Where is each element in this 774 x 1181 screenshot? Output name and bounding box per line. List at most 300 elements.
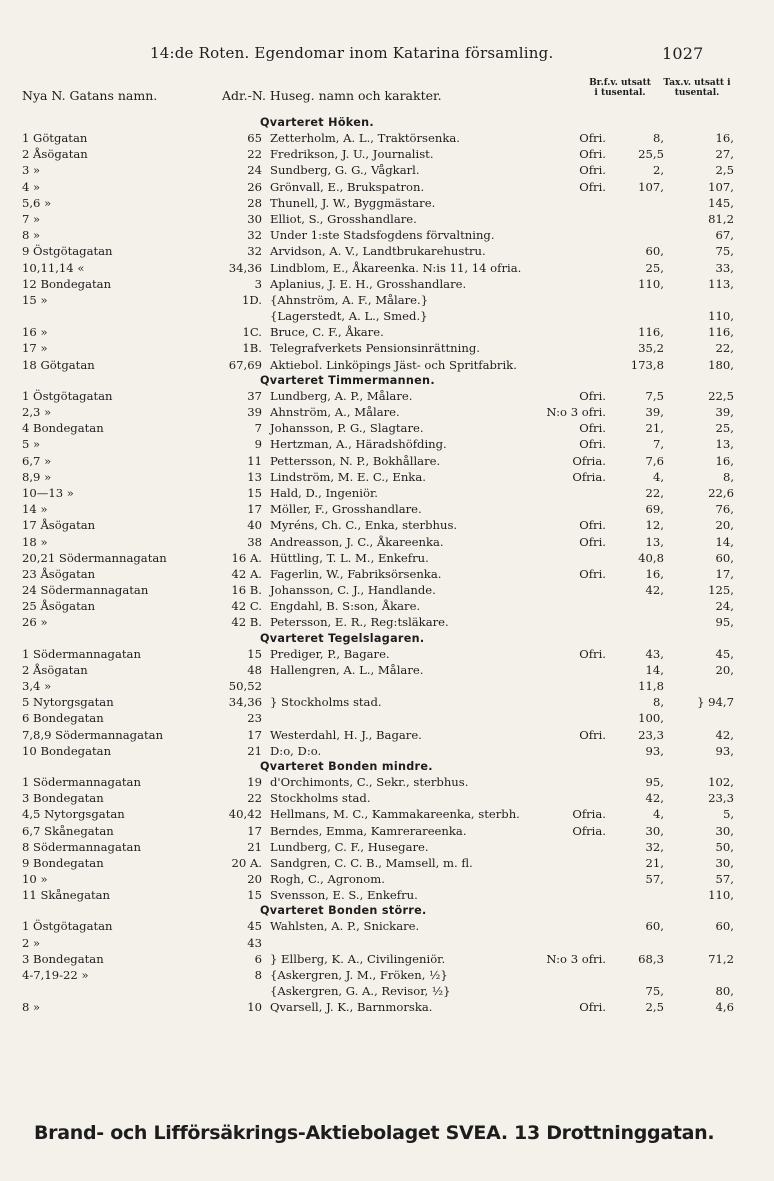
property-row — [22, 325, 762, 341]
property-row — [22, 840, 762, 856]
row-street: 2,3 » — [22, 405, 52, 419]
row-bf: 35,2 — [638, 341, 664, 356]
row-street: 2 Åsögatan — [22, 147, 88, 162]
row-street: 3 Bondegatan — [22, 951, 104, 966]
row-bf: 68,3 — [638, 951, 664, 966]
row-tx: 13, — [715, 437, 734, 452]
row-bf: 60, — [645, 919, 664, 934]
row-tx: 60, — [715, 550, 734, 565]
property-row — [22, 551, 762, 567]
row-bf: 7,5 — [645, 388, 664, 403]
row-bf: 42, — [645, 791, 664, 806]
section-title-text: Qvarteret Timmermannen. — [260, 373, 435, 387]
row-owner: Möller, F., Grosshandlare. — [270, 502, 422, 517]
row-adr: 42 B. — [231, 615, 262, 630]
row-owner: Under 1:ste Stadsfogdens förvaltning. — [270, 228, 495, 243]
row-note: Ofri. — [579, 437, 606, 452]
property-row — [22, 952, 762, 968]
row-tx: 93, — [715, 743, 734, 758]
row-street: 4 Bondegatan — [22, 421, 104, 436]
row-street: 5 Nytorgsgatan — [22, 695, 114, 710]
column-headers — [22, 78, 742, 110]
property-row — [22, 599, 762, 615]
row-street: 2 Åsögatan — [22, 662, 88, 677]
row-tx: 45, — [715, 646, 734, 661]
row-adr: 24 — [247, 163, 262, 178]
property-row — [22, 518, 762, 534]
row-street: 10 » — [22, 872, 48, 887]
row-tx: 23,3 — [708, 791, 734, 806]
row-street: 20,21 Södermannagatan — [22, 550, 167, 565]
row-street: 24 Södermannagatan — [22, 583, 149, 598]
property-row — [22, 647, 762, 663]
row-owner: Aplanius, J. E. H., Grosshandlare. — [270, 276, 467, 291]
property-row — [22, 437, 762, 453]
row-tx: 110, — [708, 888, 734, 903]
row-bf: 2, — [652, 163, 664, 178]
street-column-header: Nya N. Gatans namn. — [22, 88, 158, 103]
row-adr: 32 — [247, 244, 262, 259]
row-street: 1 Södermannagatan — [22, 774, 141, 789]
row-tx: 14, — [715, 534, 734, 549]
row-owner: Grönvall, E., Brukspatron. — [270, 179, 425, 194]
section-title-text: Qvarteret Bonden mindre. — [260, 759, 433, 773]
row-street: 23 Åsögatan — [22, 566, 96, 581]
property-row — [22, 147, 762, 163]
row-owner: Lindström, M. E. C., Enka. — [270, 469, 426, 484]
row-bf: 4, — [652, 807, 664, 822]
running-title: 14:de Roten. Egendomar inom Katarina församling. — [150, 44, 554, 62]
row-owner: Wahlsten, A. P., Snickare. — [270, 919, 420, 934]
row-adr: 9 — [254, 437, 262, 452]
row-tx: 180, — [708, 357, 734, 372]
row-street: 16 » — [22, 325, 48, 340]
row-owner: {Askergren, J. M., Fröken, ½} — [270, 968, 448, 982]
row-bf: 16, — [645, 566, 664, 581]
row-note: Ofri. — [579, 179, 606, 194]
row-owner: Hallengren, A. L., Målare. — [270, 662, 424, 677]
property-row — [22, 389, 762, 405]
property-row — [22, 791, 762, 807]
row-tx: 80, — [715, 984, 734, 999]
row-tx: 20, — [715, 518, 734, 533]
row-note: Ofri. — [579, 163, 606, 178]
row-bf: 30, — [645, 823, 664, 838]
property-row — [22, 405, 762, 421]
row-tx: 113, — [708, 276, 734, 291]
row-street: 11 Skånegatan — [22, 888, 111, 903]
row-bf: 95, — [645, 774, 664, 789]
row-owner: D:o, D:o. — [270, 743, 322, 758]
owner-column-header: Adr.-N. Huseg. namn och karakter. — [222, 88, 442, 103]
row-street: 17 Åsögatan — [22, 518, 96, 533]
property-row — [22, 486, 762, 502]
row-adr: 30 — [247, 211, 262, 226]
row-tx: 107, — [708, 179, 734, 194]
row-tx: 22,5 — [708, 388, 734, 403]
row-street: 6 Bondegatan — [22, 711, 104, 726]
row-note: Ofri. — [579, 1000, 606, 1015]
row-street: 15 » — [22, 292, 48, 307]
property-row — [22, 775, 762, 791]
row-street: 2 » — [22, 935, 41, 950]
row-adr: 19 — [247, 774, 262, 789]
row-street: 10 Bondegatan — [22, 743, 112, 758]
row-adr: 50,52 — [228, 679, 262, 693]
row-note: Ofria. — [572, 469, 606, 484]
row-owner: Qvarsell, J. K., Barnmorska. — [270, 1000, 433, 1015]
row-tx: 125, — [708, 583, 734, 598]
property-row — [22, 856, 762, 872]
row-adr: 37 — [247, 388, 262, 403]
row-bf: 40,8 — [638, 550, 664, 565]
section-title — [22, 760, 762, 775]
brand-value-header: Br.f.v. utsatt i tusental. — [589, 78, 651, 98]
row-tx: 16, — [715, 453, 734, 468]
row-owner: Petersson, E. R., Reg:tsläkare. — [270, 615, 449, 630]
row-adr: 20 — [247, 872, 262, 887]
row-bf: 57, — [645, 872, 664, 887]
row-street: 18 » — [22, 534, 48, 549]
row-tx: 5, — [722, 807, 734, 822]
property-row — [22, 807, 762, 823]
row-adr: 39 — [247, 405, 262, 419]
row-adr: 17 — [247, 502, 262, 517]
row-street: 3,4 » — [22, 679, 52, 693]
row-owner: Svensson, E. S., Enkefru. — [270, 888, 418, 903]
row-tx: 22,6 — [708, 485, 734, 500]
row-adr: 8 — [254, 968, 262, 982]
property-entries — [22, 116, 762, 1017]
row-street: 8 » — [22, 1000, 41, 1015]
row-owner: } Ellberg, K. A., Civilingeniör. — [270, 951, 446, 966]
property-row — [22, 583, 762, 599]
row-owner: Ahnström, A., Målare. — [270, 405, 400, 419]
row-adr: 26 — [247, 179, 262, 194]
row-tx: 24, — [715, 599, 734, 614]
row-adr: 6 — [254, 951, 262, 966]
row-owner: } Stockholms stad. — [270, 695, 382, 710]
property-row — [22, 567, 762, 583]
row-street: 17 » — [22, 341, 48, 356]
property-row — [22, 744, 762, 760]
property-row — [22, 615, 762, 631]
property-row — [22, 358, 762, 374]
row-owner: Thunell, J. W., Byggmästare. — [270, 195, 436, 210]
row-owner: {Askergren, G. A., Revisor, ½} — [270, 984, 451, 999]
row-street: 4-7,19-22 » — [22, 968, 89, 982]
property-row — [22, 968, 762, 984]
property-row — [22, 163, 762, 179]
row-owner: Andreasson, J. C., Åkareenka. — [270, 534, 444, 549]
section-title-text: Qvarteret Bonden större. — [260, 904, 427, 918]
row-adr: 22 — [247, 791, 262, 806]
row-adr: 10 — [247, 1000, 262, 1015]
property-row — [22, 728, 762, 744]
section-title — [22, 632, 762, 647]
row-adr: 16 B. — [231, 583, 262, 598]
row-bf: 8, — [652, 131, 664, 145]
row-adr: 1D. — [242, 292, 262, 307]
row-note: Ofri. — [579, 518, 606, 533]
row-owner: Rogh, C., Agronom. — [270, 872, 385, 887]
row-bf: 14, — [645, 662, 664, 677]
row-owner: Prediger, P., Bagare. — [270, 646, 390, 661]
row-tx: 8, — [722, 469, 734, 484]
row-owner: Myréns, Ch. C., Enka, sterbhus. — [270, 518, 458, 533]
property-row — [22, 888, 762, 904]
row-street: 8 » — [22, 228, 41, 243]
row-owner: Sandgren, C. C. B., Mamsell, m. fl. — [270, 855, 473, 870]
row-owner: Hellmans, M. C., Kammakareenka, sterbh. — [270, 807, 520, 822]
row-owner: Berndes, Emma, Kamrerareenka. — [270, 823, 467, 838]
row-adr: 42 C. — [231, 599, 262, 614]
row-adr: 32 — [247, 228, 262, 243]
row-tx: 2,5 — [715, 163, 734, 178]
property-row — [22, 261, 762, 277]
row-tx: 30, — [715, 855, 734, 870]
row-bf: 11,8 — [638, 679, 664, 693]
row-owner: Sundberg, G. G., Vågkarl. — [270, 163, 420, 178]
row-street: 10,11,14 « — [22, 260, 85, 275]
row-bf: 173,8 — [630, 357, 664, 372]
row-owner: Johansson, P. G., Slagtare. — [270, 421, 424, 436]
row-tx: 110, — [708, 309, 734, 324]
row-owner: Lundberg, C. F., Husegare. — [270, 839, 429, 854]
row-tx: 75, — [715, 244, 734, 259]
row-adr: 3 — [254, 276, 262, 291]
row-bf: 110, — [638, 276, 664, 291]
row-tx: } 94,7 — [697, 695, 734, 710]
property-row — [22, 663, 762, 679]
row-street: 5,6 » — [22, 195, 52, 210]
section-title — [22, 374, 762, 389]
row-adr: 21 — [247, 839, 262, 854]
row-bf: 116, — [638, 325, 664, 340]
row-adr: 16 A. — [231, 550, 262, 565]
row-bf: 60, — [645, 244, 664, 259]
property-row — [22, 679, 762, 695]
row-street: 7,8,9 Södermannagatan — [22, 727, 164, 742]
row-street: 3 » — [22, 163, 41, 178]
property-row — [22, 711, 762, 727]
property-row — [22, 180, 762, 196]
row-owner: d'Orchimonts, C., Sekr., sterbhus. — [270, 774, 469, 789]
row-tx: 76, — [715, 502, 734, 517]
row-owner: Lindblom, E., Åkareenka. N:is 11, 14 ofria. — [270, 260, 522, 275]
row-adr: 28 — [247, 195, 262, 210]
row-note: Ofria. — [572, 807, 606, 822]
row-bf: 42, — [645, 583, 664, 598]
row-bf: 43, — [645, 646, 664, 661]
tax-value-header: Tax.v. utsatt i tusental. — [663, 78, 731, 98]
row-tx: 50, — [715, 839, 734, 854]
property-row — [22, 421, 762, 437]
row-tx: 71,2 — [708, 951, 734, 966]
row-tx: 4,6 — [715, 1000, 734, 1015]
row-owner: Stockholms stad. — [270, 791, 371, 806]
row-note: Ofri. — [579, 646, 606, 661]
row-tx: 102, — [708, 774, 734, 789]
row-tx: 60, — [715, 919, 734, 934]
row-adr: 1C. — [242, 325, 262, 340]
property-row — [22, 454, 762, 470]
row-street: 1 Södermannagatan — [22, 646, 141, 661]
row-owner: Pettersson, N. P., Bokhållare. — [270, 453, 441, 468]
row-note: N:o 3 ofri. — [546, 951, 606, 966]
row-adr: 17 — [247, 823, 262, 838]
row-owner: Westerdahl, H. J., Bagare. — [270, 727, 422, 742]
row-adr: 15 — [247, 485, 262, 500]
row-bf: 107, — [638, 179, 664, 194]
row-adr: 22 — [247, 147, 262, 162]
property-row — [22, 470, 762, 486]
row-owner: Arvidson, A. V., Landtbrukarehustru. — [270, 244, 486, 259]
row-bf: 69, — [645, 502, 664, 517]
row-owner: Elliot, S., Grosshandlare. — [270, 211, 417, 226]
property-row — [22, 309, 762, 325]
row-bf: 32, — [645, 839, 664, 854]
row-tx: 39, — [715, 405, 734, 419]
section-title-text: Qvarteret Höken. — [260, 116, 374, 129]
row-adr: 7 — [254, 421, 262, 436]
row-adr: 38 — [247, 534, 262, 549]
row-adr: 40,42 — [228, 807, 262, 822]
property-row — [22, 695, 762, 711]
row-street: 14 » — [22, 502, 48, 517]
property-row — [22, 196, 762, 212]
row-bf: 2,5 — [645, 1000, 664, 1015]
row-bf: 21, — [645, 855, 664, 870]
row-note: Ofri. — [579, 421, 606, 436]
row-owner: Fagerlin, W., Fabriksörsenka. — [270, 566, 442, 581]
footer-advertisement: Brand- och Lifförsäkrings-Aktiebolaget SVEA. 13 Drottninggatan. — [34, 1122, 715, 1144]
property-row — [22, 277, 762, 293]
row-adr: 17 — [247, 727, 262, 742]
property-row — [22, 293, 762, 309]
row-owner: {Lagerstedt, A. L., Smed.} — [270, 309, 428, 324]
row-tx: 95, — [715, 615, 734, 630]
property-row — [22, 984, 762, 1000]
row-owner: Lundberg, A. P., Målare. — [270, 388, 413, 403]
row-adr: 20 A. — [231, 855, 262, 870]
row-bf: 100, — [638, 711, 664, 726]
row-owner: Hald, D., Ingeniör. — [270, 485, 378, 500]
row-tx: 25, — [715, 421, 734, 436]
property-row — [22, 824, 762, 840]
section-title — [22, 116, 762, 131]
property-row — [22, 1000, 762, 1016]
row-tx: 57, — [715, 872, 734, 887]
row-street: 1 Götgatan — [22, 131, 88, 145]
row-owner: Engdahl, B. S:son, Åkare. — [270, 599, 421, 614]
row-note: Ofria. — [572, 823, 606, 838]
row-tx: 33, — [715, 260, 734, 275]
property-row — [22, 919, 762, 935]
page-number: 1027 — [662, 44, 704, 63]
row-street: 25 Åsögatan — [22, 599, 96, 614]
row-owner: Fredrikson, J. U., Journalist. — [270, 147, 434, 162]
row-street: 9 Bondegatan — [22, 855, 104, 870]
row-owner: Hertzman, A., Häradshöfding. — [270, 437, 447, 452]
row-note: N:o 3 ofri. — [546, 405, 606, 419]
row-street: 8 Södermannagatan — [22, 839, 141, 854]
row-bf: 13, — [645, 534, 664, 549]
row-street: 5 » — [22, 437, 41, 452]
property-row — [22, 228, 762, 244]
row-owner: Johansson, C. J., Handlande. — [270, 583, 436, 598]
row-note: Ofri. — [579, 566, 606, 581]
row-adr: 65 — [247, 131, 262, 145]
row-note: Ofria. — [572, 453, 606, 468]
property-row — [22, 244, 762, 260]
row-tx: 27, — [715, 147, 734, 162]
row-adr: 11 — [247, 453, 262, 468]
property-row — [22, 212, 762, 228]
row-bf: 39, — [645, 405, 664, 419]
row-bf: 12, — [645, 518, 664, 533]
row-adr: 1B. — [242, 341, 262, 356]
row-street: 12 Bondegatan — [22, 276, 112, 291]
section-title-text: Qvarteret Tegelslagaren. — [260, 631, 425, 645]
row-bf: 25, — [645, 260, 664, 275]
row-tx: 145, — [708, 195, 734, 210]
row-note: Ofri. — [579, 388, 606, 403]
row-note: Ofri. — [579, 131, 606, 145]
row-street: 1 Östgötagatan — [22, 388, 113, 403]
running-head — [150, 44, 710, 62]
row-adr: 42 A. — [231, 566, 262, 581]
row-bf: 22, — [645, 485, 664, 500]
row-street: 3 Bondegatan — [22, 791, 104, 806]
row-bf: 7, — [652, 437, 664, 452]
row-street: 9 Östgötagatan — [22, 244, 113, 259]
row-adr: 34,36 — [228, 695, 262, 710]
row-street: 1 Östgötagatan — [22, 919, 113, 934]
row-tx: 17, — [715, 566, 734, 581]
row-adr: 15 — [247, 646, 262, 661]
row-adr: 48 — [247, 662, 262, 677]
row-tx: 22, — [715, 341, 734, 356]
row-adr: 23 — [247, 711, 262, 726]
row-tx: 81,2 — [708, 211, 734, 226]
row-bf: 21, — [645, 421, 664, 436]
row-adr: 45 — [247, 919, 262, 934]
row-tx: 20, — [715, 662, 734, 677]
row-street: 6,7 Skånegatan — [22, 823, 114, 838]
property-row — [22, 341, 762, 357]
row-tx: 16, — [715, 131, 734, 145]
row-adr: 21 — [247, 743, 262, 758]
property-row — [22, 131, 762, 147]
row-owner: Bruce, C. F., Åkare. — [270, 325, 384, 340]
row-tx: 67, — [715, 228, 734, 243]
row-note: Ofri. — [579, 534, 606, 549]
row-owner: {Ahnström, A. F., Målare.} — [270, 292, 429, 307]
row-bf: 75, — [645, 984, 664, 999]
row-adr: 34,36 — [228, 260, 262, 275]
row-tx: 30, — [715, 823, 734, 838]
row-adr: 40 — [247, 518, 262, 533]
row-street: 26 » — [22, 615, 48, 630]
row-bf: 8, — [652, 695, 664, 710]
row-bf: 93, — [645, 743, 664, 758]
row-adr: 43 — [247, 935, 262, 950]
row-note: Ofri. — [579, 727, 606, 742]
row-tx: 42, — [715, 727, 734, 742]
row-street: 7 » — [22, 211, 41, 226]
row-owner: Zetterholm, A. L., Traktörsenka. — [270, 131, 460, 145]
